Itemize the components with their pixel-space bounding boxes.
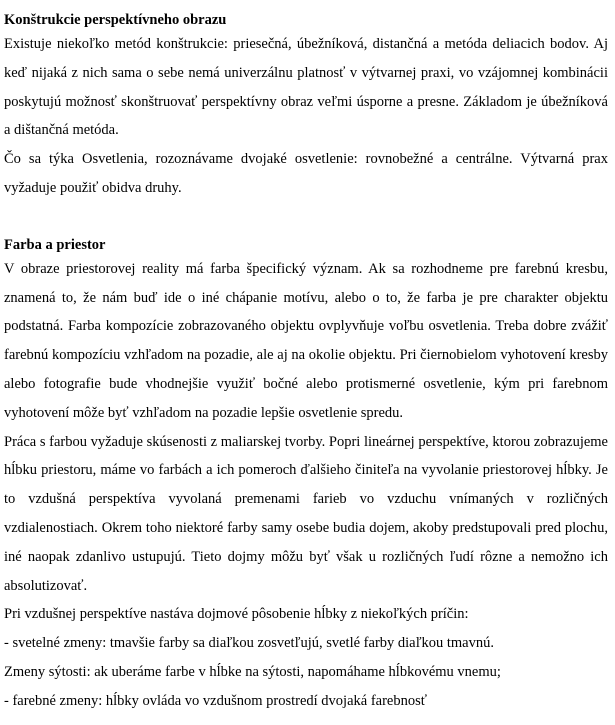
paragraph: Pri vzdušnej perspektíve nastáva dojmové pôsobenie hĺbky z niekoľkých príčin:	[4, 606, 469, 623]
paragraph: Čo sa týka Osvetlenia, rozoznávame dvojaké osvetlenie: rovnobežné a centrálne. Výtvarná prax vyžaduje použiť obidva druhy.	[4, 151, 608, 196]
section-perspective-construction	[4, 10, 608, 203]
list-item: - farebné zmeny: hĺbky ovláda vo vzdušnom prostredí dvojaká farebnosť	[4, 692, 427, 709]
list-item: - svetelné zmeny: tmavšie farby sa diaľkou zosvetľujú, svetlé farby diaľkou tmavnú.	[4, 635, 494, 652]
document-page	[4, 10, 608, 716]
section-heading: Farba a priestor	[4, 236, 106, 253]
section-color-and-space	[4, 235, 608, 716]
paragraph: V obraze priestorovej reality má farba špecifický význam. Ak sa rozhodneme pre farebnú kresbu, znamená to, že nám buď ide o iné chápanie motívu, alebo o to, že farba je pre charakter objektu podstatná. Farba kompozície zobrazovaného objektu ovplyvňuje voľbu osvetlenia. Treba dobre zvážiť farebnú kompozíciu vzhľadom na pozadie, ale aj na okolie objektu. Pri čiernobielom vyhotovení kresby alebo fotografie bude vhodnejšie využiť bočné alebo protismerné osvetlenie, kým pri farebnom vyhotovení môže byť vzhľadom na pozadie lepšie osvetlenie spredu.	[4, 260, 608, 421]
section-heading: Konštrukcie perspektívneho obrazu	[4, 12, 227, 28]
paragraph: Práca s farbou vyžaduje skúsenosti z maliarskej tvorby. Popri lineárnej perspektíve, ktorou zobrazujeme hĺbku priestoru, máme vo farbách a ich pomeroch ďalšieho činiteľa na vyvolanie priestorovej hĺbky. Je to vzdušná perspektíva vyvolaná premenami farieb vo vzduchu vnímaných v rozličných vzdialenostiach. Okrem toho niektoré farby samy osebe budia dojem, akoby predstupovali pred plochu, iné naopak zdanlivo ustupujú. Tieto dojmy môžu byť však u rozličných ľudí rôzne a nemožno ich absolutizovať.	[4, 433, 608, 594]
blank-line	[4, 203, 608, 235]
list-item: Zmeny sýtosti: ak uberáme farbe v hĺbke na sýtosti, napomáhame hĺbkovému vnemu;	[4, 663, 501, 680]
paragraph: Existuje niekoľko metód konštrukcie: priesečná, úbežníková, distančná a metóda deliacich bodov. Aj keď nijaká z nich sama o sebe nemá univerzálnu platnosť v výtvarnej praxi, vo vzájomnej kombinácii poskytujú možnosť skonštruovať perspektívny obraz veľmi úsporne a presne. Základom je úbežníková a dištančná metóda.	[4, 36, 608, 139]
